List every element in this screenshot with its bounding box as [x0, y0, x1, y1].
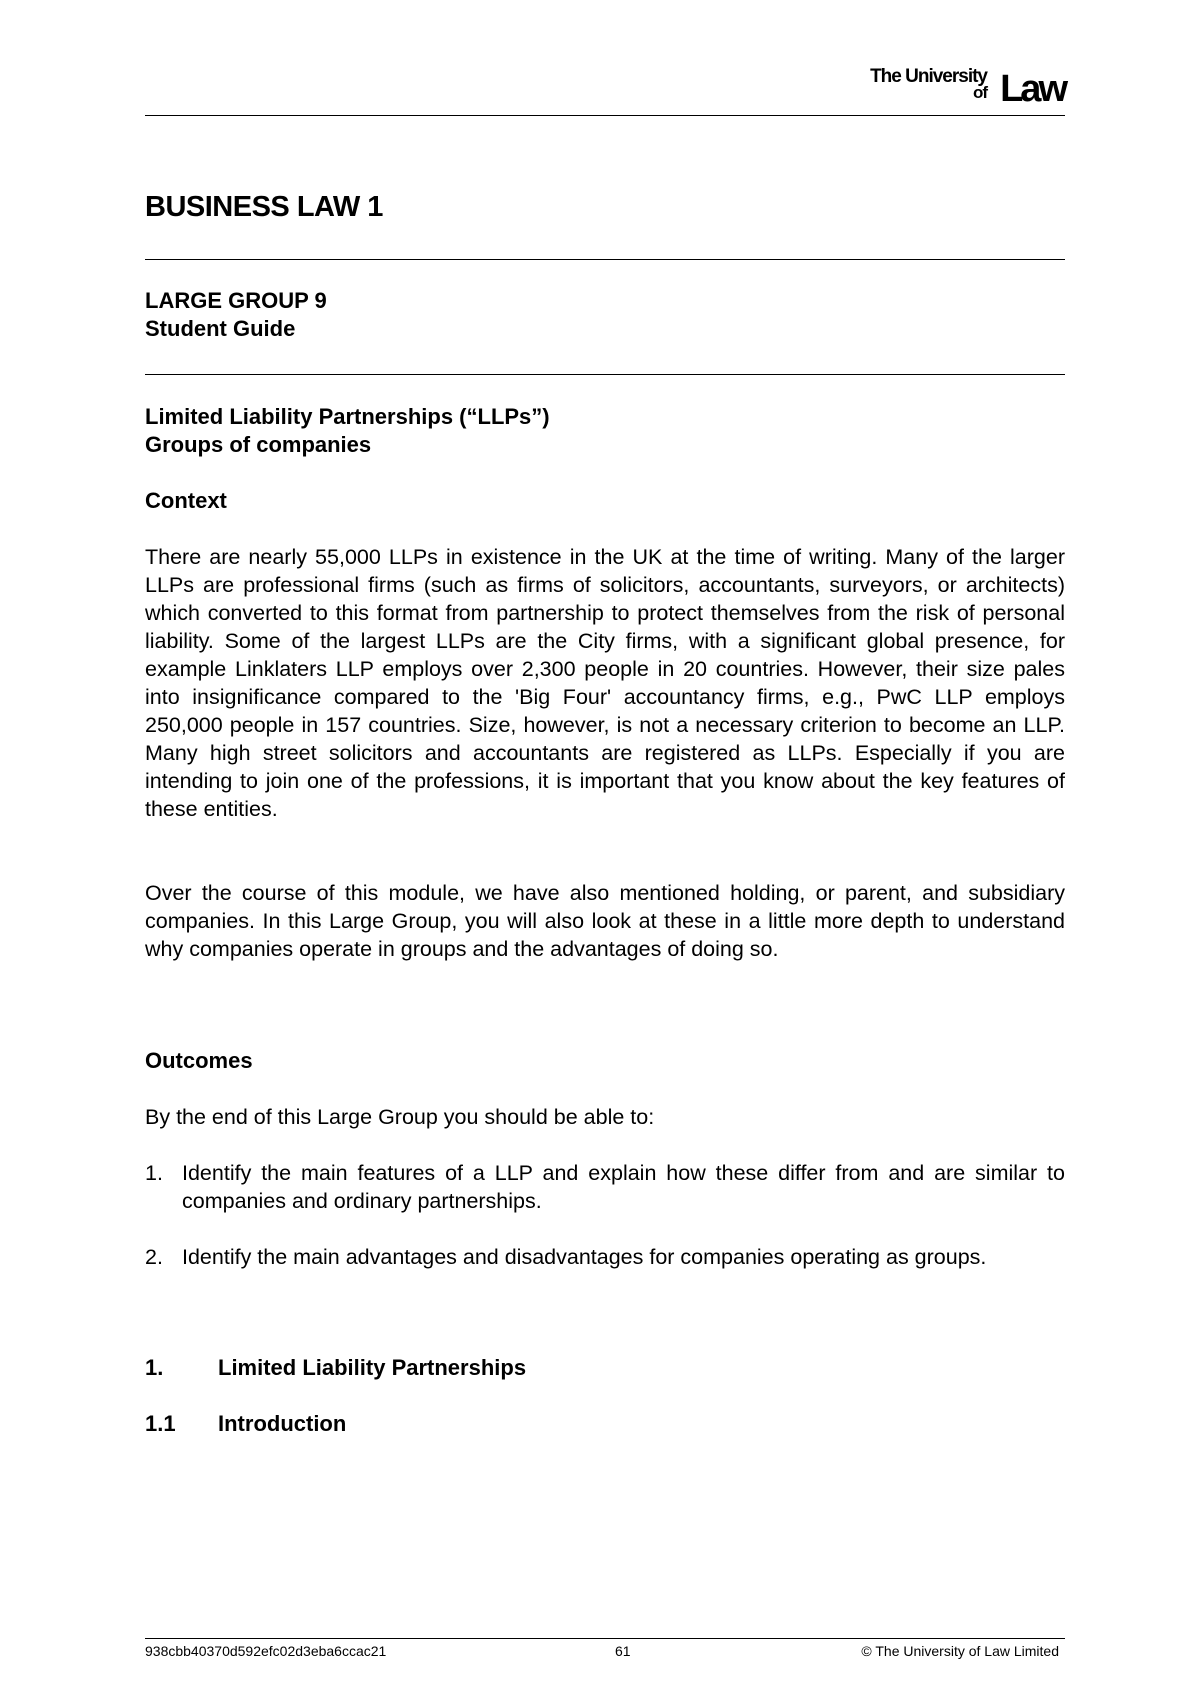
outcomes-intro: By the end of this Large Group you should be able to:	[145, 1105, 655, 1129]
section-title: Limited Liability Partnerships	[218, 1355, 527, 1380]
subtitle-guide: Student Guide	[145, 316, 296, 341]
header-divider	[145, 115, 1065, 116]
context-paragraph-2: Over the course of this module, we have also mentioned holding, or parent, and subsidiary companies. In this Large Group, you will also look at these in a little more depth to understand why companies operate in groups and the advantages of doing so.	[145, 881, 1065, 961]
logo-text-line1: The University	[870, 66, 987, 87]
subtitle	[145, 287, 1065, 343]
topic-groups: Groups of companies	[145, 432, 372, 457]
topic-llps: Limited Liability Partnerships (“LLPs”)	[145, 404, 550, 429]
subsection-title: Introduction	[218, 1411, 347, 1436]
context-paragraph-1: There are nearly 55,000 LLPs in existence in the UK at the time of writing. Many of the larger LLPs are professional firms (such as firms of solicitors, accountants, surveyors, or architects) which converted to this format from partnership to protect themselves from the risk of personal liability. Some of the largest LLPs are the City firms, with a significant global presence, for example Linklaters LLP employs over 2,300 people in 20 countries. However, their size pales into insignificance compared to the 'Big Four' accountancy firms, e.g., PwC LLP employs 250,000 people in 157 countries. Size, however, is not a necessary criterion to become an LLP. Many high street solicitors and accountants are registered as LLPs. Especially if you are intending to join one of the professions, it is important that you know about the key features of these entities.	[145, 545, 1065, 821]
outcome-item	[145, 1243, 1065, 1271]
outcome-text: Identify the main advantages and disadvantages for companies operating as groups.	[182, 1245, 987, 1269]
document-title: BUSINESS LAW 1	[145, 191, 383, 223]
outcome-number: 1.	[145, 1161, 163, 1185]
subtitle-divider	[145, 374, 1065, 375]
subsection-number: 1.1	[145, 1411, 176, 1436]
footer-copyright: © The University of Law Limited	[861, 1643, 1059, 1659]
footer-divider	[145, 1638, 1065, 1639]
topics	[145, 403, 1065, 459]
footer-page-number: 61	[615, 1643, 631, 1659]
context-heading: Context	[145, 488, 227, 513]
title-divider	[145, 259, 1065, 260]
logo-text-line3: Law	[1000, 68, 1065, 110]
logo-text-line2: of	[972, 83, 987, 102]
subtitle-group: LARGE GROUP 9	[145, 288, 327, 313]
outcome-item	[145, 1159, 1065, 1215]
outcome-number: 2.	[145, 1245, 163, 1269]
footer-doc-id: 938cbb40370d592efc02d3eba6ccac21	[145, 1643, 387, 1659]
outcome-text: Identify the main features of a LLP and explain how these differ from and are similar to companies and ordinary partnerships.	[182, 1161, 1065, 1213]
document-page	[145, 0, 1065, 1696]
section-number: 1.	[145, 1355, 164, 1380]
university-logo	[855, 66, 1065, 110]
outcomes-heading: Outcomes	[145, 1048, 253, 1073]
